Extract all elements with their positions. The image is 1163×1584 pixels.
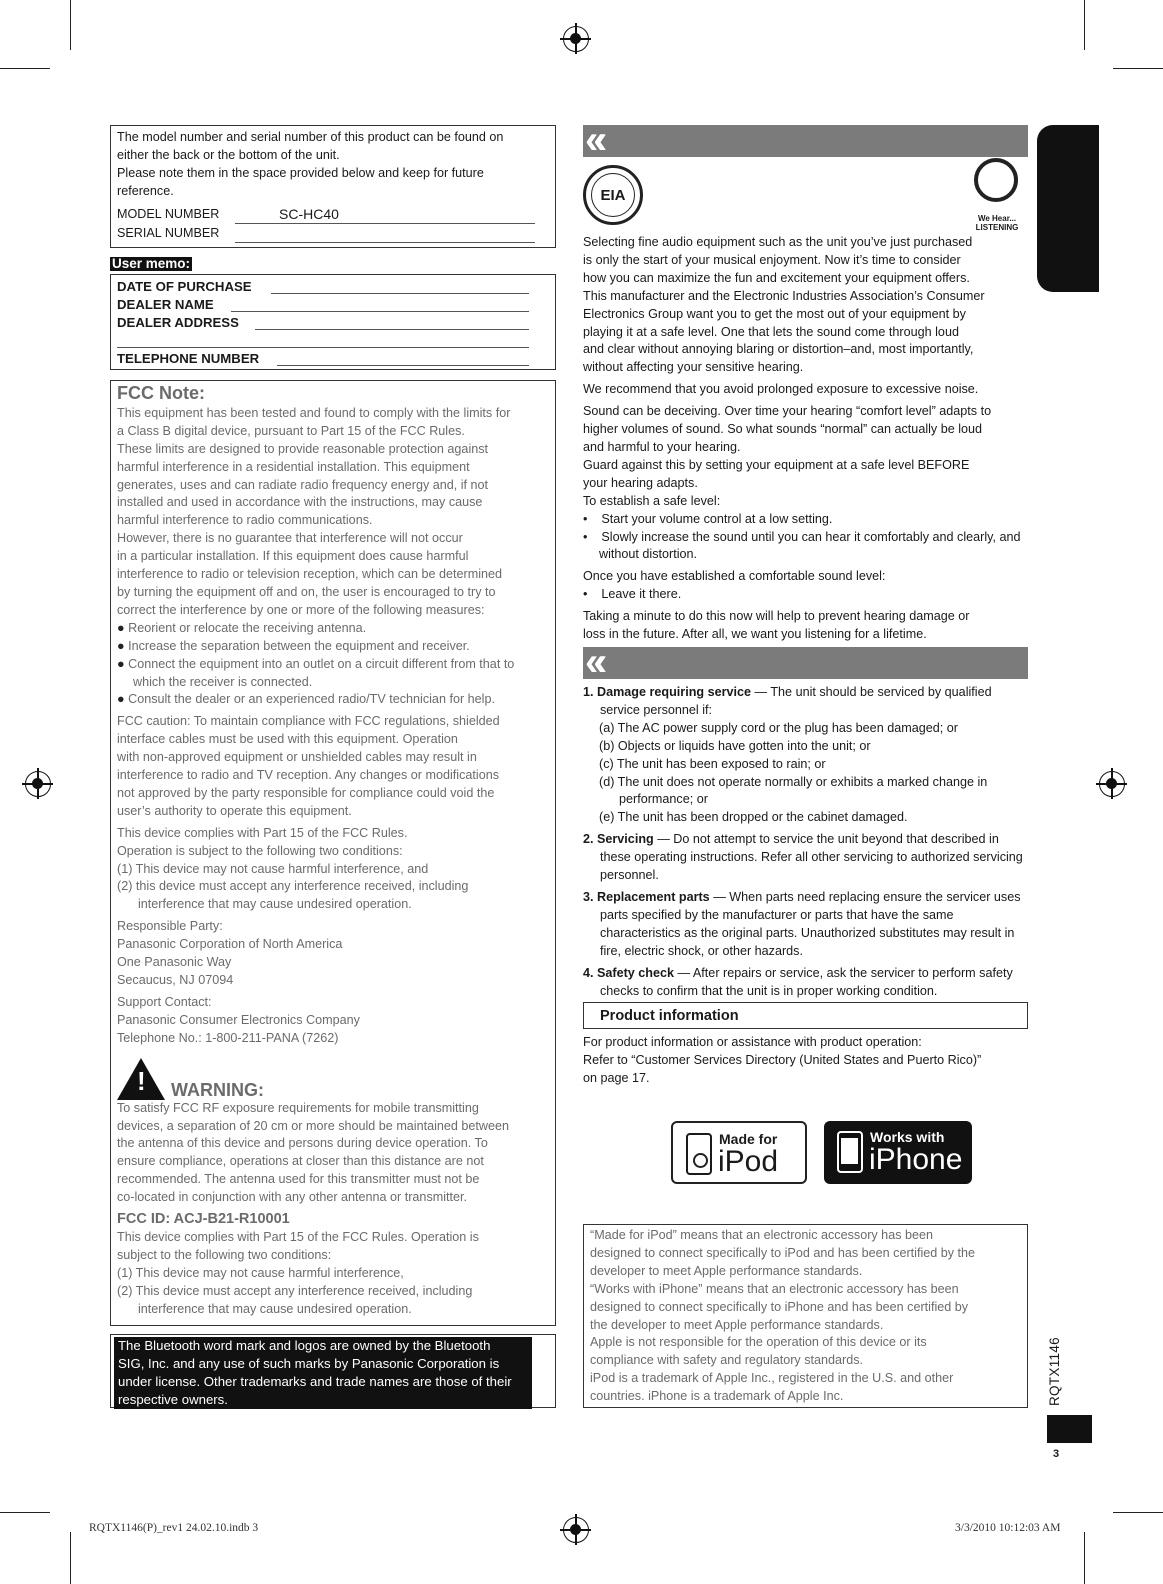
apple-line: compliance with safety and regulatory standards. (590, 1353, 864, 1368)
support-contact-line: Telephone No.: 1-800-211-PANA (7262) (117, 1030, 339, 1045)
fcc-intro-line: This equipment has been tested and found to comply with the limits for (117, 405, 511, 420)
fcc-intro-line: a Class B digital device, pursuant to Part 15 of the FCC Rules. (117, 423, 465, 438)
warning-icon: ! (117, 1058, 165, 1100)
crop-mark (70, 0, 71, 50)
fcc-id-heading: FCC ID: ACJ-B21-R10001 (117, 1211, 290, 1228)
warning-heading (117, 1058, 549, 1100)
ipod-icon (686, 1133, 712, 1175)
crop-mark (0, 1512, 50, 1513)
fcc-complies-line: Operation is subject to the following two conditions: (117, 843, 403, 858)
fcc-id-line: subject to the following two conditions: (117, 1247, 332, 1262)
warning-line: To satisfy FCC RF exposure requirements for mobile transmitting (117, 1100, 479, 1115)
print-slug-date: 3/3/2010 10:12:03 AM (955, 1522, 1061, 1534)
apple-line: countries. iPhone is a trademark of Apple Inc. (590, 1389, 844, 1404)
product-info-heading: Product information (583, 1002, 1028, 1029)
iphone-icon (837, 1131, 863, 1173)
product-info-text (583, 1034, 1033, 1088)
listening-bullet: • Start your volume control at a low setting. (583, 511, 833, 526)
fcc-bullet: ● Consult the dealer or an experienced radio/TV technician for help. (117, 692, 495, 707)
listening-line: Selecting fine audio equipment such as the unit you’ve just purchased (583, 235, 973, 249)
fcc-intro-line: by turning the equipment off and on, the user is encouraged to try to (117, 584, 496, 599)
support-contact-line: Panasonic Consumer Electronics Company (117, 1012, 360, 1027)
listening-line: Guard against this by setting your equipment at a safe level BEFORE (583, 457, 970, 472)
responsible-party-line: Secaucus, NJ 07094 (117, 973, 234, 987)
apple-line: designed to connect specifically to iPod and has been certified by the (590, 1245, 976, 1260)
model-intro-line: The model number and serial number of this product can be found on (117, 130, 504, 144)
fcc-intro-line: harmful interference to radio communications. (117, 513, 373, 528)
memo-field-line (117, 332, 529, 348)
listening-line: Once you have established a comfortable sound level: (583, 569, 886, 584)
responsible-party-line: One Panasonic Way (117, 955, 232, 970)
memo-field-label: DEALER NAME (117, 297, 214, 312)
fcc-caution-line: not approved by the party responsible for compliance could void the (117, 785, 495, 800)
listening-section (583, 234, 1033, 644)
fcc-caution-line: with non-approved equipment or unshielded cables may result in (117, 750, 477, 765)
listening-line: higher volumes of sound. So what sounds “normal” can actually be loud (583, 422, 983, 437)
product-info-line: Refer to “Customer Services Directory (United States and Puerto Rico)” (583, 1052, 982, 1067)
fcc-id-line: (1) This device may not cause harmful interference, (117, 1265, 404, 1280)
memo-field-line (231, 296, 529, 312)
memo-field-label: TELEPHONE NUMBER (117, 351, 260, 366)
registration-mark-icon (563, 1517, 589, 1543)
bluetooth-trademark-box (110, 1334, 556, 1408)
model-intro-line: Please note them in the space provided below and keep for future (117, 165, 484, 180)
warning-title: WARNING: (171, 1079, 264, 1100)
ipod-badge-small: Made for (719, 1131, 778, 1147)
apple-line: “Made for iPod” means that an electronic accessory has been (590, 1228, 934, 1242)
support-contact-line: Support Contact: (117, 994, 212, 1009)
apple-line: Apple is not responsible for the operation of this device or its (590, 1335, 927, 1350)
language-side-tab (1037, 125, 1099, 292)
responsible-party-line: Responsible Party: (117, 919, 223, 934)
fcc-caution-line: FCC caution: To maintain compliance with FCC regulations, shielded (117, 714, 500, 729)
service-subitem: (b) Objects or liquids have gotten into the unit; or (599, 738, 871, 753)
fcc-intro-line: interference to radio or television reception, which can be determined (117, 567, 503, 582)
page-marker (1047, 1415, 1092, 1443)
registration-mark-icon (1099, 771, 1125, 797)
memo-field-line (255, 314, 529, 330)
user-memo-box (110, 274, 556, 370)
responsible-party-line: Panasonic Corporation of North America (117, 937, 343, 952)
listening-line: playing it at a safe level. One that lets the sound come through loud (583, 324, 959, 339)
warning-line: ensure compliance, operations at closer than this distance are not (117, 1154, 484, 1169)
made-for-ipod-badge (671, 1121, 807, 1184)
listening-bullet: • Slowly increase the sound until you can hear it comfortably and clearly, and without distortion. (583, 529, 1021, 562)
serial-number-label: SERIAL NUMBER (117, 225, 220, 240)
fcc-bullet: ● Connect the equipment into an outlet on a circuit different from that to which the receiver is connected. (117, 656, 515, 689)
model-serial-box (110, 125, 556, 248)
service-subitem: (a) The AC power supply cord or the plug has been damaged; or (599, 720, 958, 735)
model-number-label: MODEL NUMBER (117, 206, 220, 221)
iphone-badge-big: iPhone (869, 1143, 963, 1176)
fcc-bullet: ● Reorient or relocate the receiving antenna. (117, 620, 367, 635)
warning-line: the antenna of this device and persons during device operation. To (117, 1136, 488, 1151)
fcc-complies-line: (1) This device may not cause harmful interference, and (117, 861, 429, 876)
document-code: RQTX1146 (1047, 1337, 1062, 1406)
product-info-line: on page 17. (583, 1070, 650, 1085)
service-item: 1. Damage requiring service — The unit should be serviced by qualified service personnel if: (583, 685, 992, 717)
model-intro-line: either the back or the bottom of the unit. (117, 147, 340, 162)
model-intro-line: reference. (117, 183, 174, 198)
apple-line: developer to meet Apple performance standards. (590, 1263, 863, 1278)
listening-line: We recommend that you avoid prolonged exposure to excessive noise. (583, 382, 979, 397)
warning-line: co-located in conjunction with any other antenna or transmitter. (117, 1190, 468, 1205)
listening-line: your hearing adapts. (583, 475, 698, 490)
warning-line: recommended. The antenna used for this transmitter must not be (117, 1172, 480, 1187)
bluetooth-line: respective owners. (118, 1392, 228, 1407)
fcc-complies-line: (2) this device must accept any interference received, including (117, 879, 469, 894)
listening-logo-icon: We Hear... LISTENING (968, 158, 1026, 230)
bluetooth-line: under license. Other trademarks and trade names are those of their (118, 1374, 512, 1389)
service-subitem: (d) The unit does not operate normally or exhibits a marked change in performance; or (599, 774, 988, 807)
fcc-note-box (110, 380, 556, 1326)
page-number: 3 (1053, 1448, 1060, 1460)
apple-line: iPod is a trademark of Apple Inc., registered in the U.S. and other (590, 1371, 954, 1386)
listening-line: and harmful to your hearing. (583, 439, 741, 454)
memo-field-label: DEALER ADDRESS (117, 315, 239, 330)
fcc-id-line: (2) This device must accept any interference received, including (117, 1283, 473, 1298)
serial-number-field (235, 227, 535, 243)
service-item: 3. Replacement parts — When parts need replacing ensure the servicer uses parts specified by the manufacturer or parts that have the same characteristics as the original parts. Unauthorized substitutes may result in fire, electric shock, or other hazards. (583, 889, 1021, 958)
listening-line: loss in the future. After all, we want you listening for a lifetime. (583, 627, 927, 642)
crop-mark (1113, 1512, 1163, 1513)
ipod-badge-big: iPod (718, 1145, 779, 1178)
registration-mark-icon (563, 26, 589, 52)
user-memo-heading: User memo: (112, 256, 191, 271)
service-subitem: (e) The unit has been dropped or the cabinet damaged. (599, 810, 908, 825)
listening-line: This manufacturer and the Electronic Industries Association’s Consumer (583, 288, 985, 303)
listening-line: is only the start of your musical enjoyment. Now it’s time to consider (583, 252, 961, 267)
listening-line: without affecting your sensitive hearing. (583, 360, 804, 375)
fcc-intro-line: generates, uses and can radiate radio frequency energy and, if not (117, 477, 489, 492)
fcc-intro-line: However, there is no guarantee that interference will not occur (117, 531, 463, 546)
works-with-iphone-badge (824, 1121, 972, 1184)
listening-line: Sound can be deceiving. Over time your hearing “comfort level” adapts to (583, 404, 992, 419)
crop-mark (1113, 68, 1163, 69)
chevron-icon: «‹ (585, 640, 593, 684)
apple-line: designed to connect specifically to iPhone and has been certified by (590, 1299, 969, 1314)
fcc-intro-line: correct the interference by one or more of the following measures: (117, 602, 485, 617)
fcc-intro-line: installed and used in accordance with the instructions, may cause (117, 495, 483, 510)
crop-mark (0, 68, 50, 69)
crop-mark (1084, 0, 1085, 50)
warning-line: devices, a separation of 20 cm or more should be maintained between (117, 1118, 510, 1133)
listening-line: Electronics Group want you to get the most out of your equipment by (583, 306, 966, 321)
chevron-icon: «‹ (585, 118, 593, 162)
apple-line: “Works with iPhone” means that an electronic accessory has been (590, 1281, 959, 1296)
memo-field-label: DATE OF PURCHASE (117, 279, 252, 294)
fcc-intro-line: in a particular installation. If this equipment does cause harmful (117, 549, 469, 564)
fcc-note-title: FCC Note: (117, 383, 205, 403)
bluetooth-line: The Bluetooth word mark and logos are owned by the Bluetooth (118, 1338, 491, 1353)
fcc-bullet: ● Increase the separation between the equipment and receiver. (117, 638, 470, 653)
fcc-id-line: interference that may cause undesired operation. (138, 1301, 412, 1316)
memo-field-line (277, 350, 529, 366)
service-section (583, 684, 1033, 1000)
iphone-badge-small: Works with (870, 1129, 945, 1145)
listening-line: Taking a minute to do this now will help to prevent hearing damage or (583, 609, 970, 624)
fcc-caution-line: interference to radio and TV reception. Any changes or modifications (117, 768, 499, 783)
eia-logo-icon: EIA (583, 165, 643, 225)
crop-mark (70, 1532, 71, 1584)
section-header-bar (583, 118, 1028, 162)
fcc-intro-line: harmful interference in a residential installation. This equipment (117, 459, 470, 474)
apple-line: the developer to meet Apple performance standards. (590, 1317, 884, 1332)
listening-line: how you can maximize the fun and excitement your equipment offers. (583, 270, 970, 285)
crop-mark (1084, 1532, 1085, 1584)
service-item: 4. Safety check — After repairs or service, ask the servicer to perform safety checks to confirm that the unit is in proper working condition. (583, 965, 1013, 998)
product-info-line: For product information or assistance with product operation: (583, 1035, 922, 1049)
fcc-intro-line: These limits are designed to provide reasonable protection against (117, 441, 489, 456)
service-item: 2. Servicing — Do not attempt to service the unit beyond that described in these operating instructions. Refer all other servicing to authorized servicing personnel. (583, 832, 1023, 883)
registration-mark-icon (25, 771, 51, 797)
apple-trademark-box (583, 1224, 1028, 1408)
fcc-caution-line: user’s authority to operate this equipment. (117, 803, 352, 818)
model-number-field: SC-HC40 (235, 206, 535, 224)
service-subitem: (c) The unit has been exposed to rain; or (599, 756, 826, 771)
print-slug-file: RQTX1146(P)_rev1 24.02.10.indb 3 (89, 1522, 259, 1534)
fcc-id-line: This device complies with Part 15 of the FCC Rules. Operation is (117, 1229, 479, 1244)
bluetooth-line: SIG, Inc. and any use of such marks by Panasonic Corporation is (118, 1356, 500, 1371)
memo-field-line (271, 278, 529, 294)
fcc-caution-line: interface cables must be used with this equipment. Operation (117, 732, 458, 747)
fcc-complies-line: interference that may cause undesired operation. (138, 897, 412, 912)
listening-bullet: • Leave it there. (583, 587, 682, 602)
fcc-complies-line: This device complies with Part 15 of the FCC Rules. (117, 825, 408, 840)
listening-line: To establish a safe level: (583, 493, 721, 508)
section-header-bar (583, 640, 1028, 684)
listening-line: and clear without annoying blaring or distortion–and, most importantly, (583, 342, 974, 357)
